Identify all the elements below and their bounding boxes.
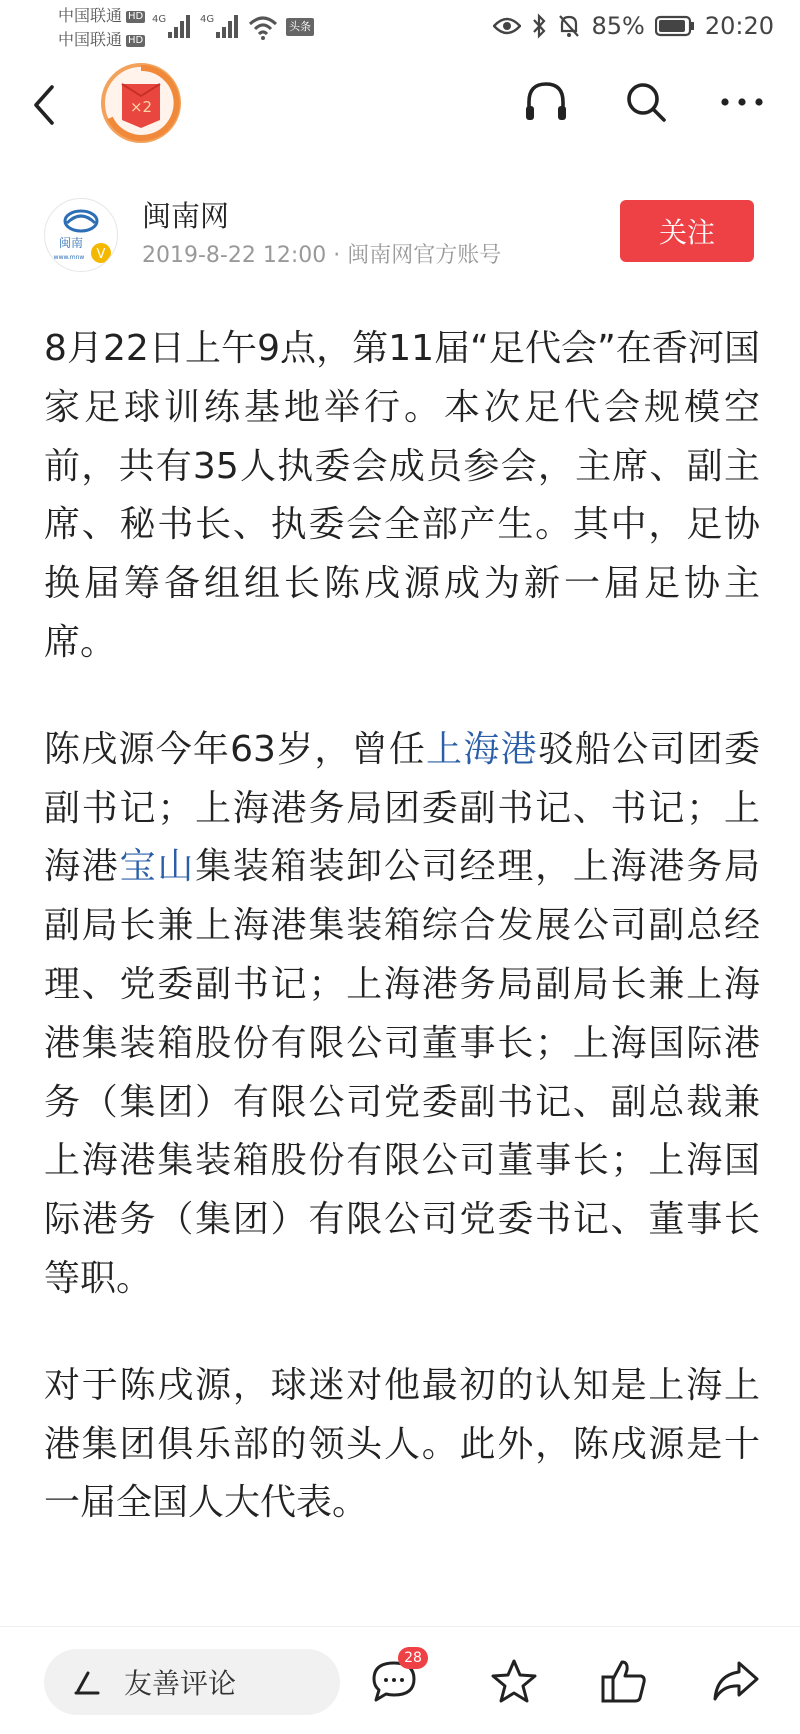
hd-badge-1: HD <box>128 10 144 22</box>
favorite-button[interactable] <box>486 1653 542 1709</box>
signal-icon-1 <box>152 12 192 40</box>
author-name[interactable]: 闽南网 <box>142 199 230 233</box>
avatar-url-text: www.mnw <box>53 254 85 261</box>
battery-percentage: 85% <box>591 12 645 40</box>
minnanwang-logo-icon <box>45 199 117 271</box>
signal-indicators <box>152 10 314 40</box>
carrier-label-2: 中国联通 HD <box>58 30 144 49</box>
back-button[interactable] <box>26 80 62 130</box>
comments-button[interactable] <box>366 1650 422 1709</box>
back-icon <box>32 84 56 126</box>
headphones-icon <box>523 80 569 124</box>
red-envelope-icon <box>100 62 182 144</box>
like-icon <box>600 1658 648 1704</box>
toutiao-notification-icon: 头条 <box>286 18 314 36</box>
star-icon <box>490 1658 538 1704</box>
search-icon <box>624 80 668 124</box>
article-body <box>44 320 760 1581</box>
carrier-label-1: 中国联通 HD <box>58 6 144 25</box>
more-icon <box>720 97 764 107</box>
search-button[interactable] <box>620 76 672 128</box>
battery-icon <box>655 15 695 37</box>
paragraph-2-text-a: 陈戌源今年63岁，曾任 <box>44 728 427 770</box>
more-button[interactable] <box>716 76 768 128</box>
verified-mark: V <box>96 247 106 262</box>
paragraph-2-text-b: 驳船公司团委副书记；上海港务局团委副书记、书记；上海港 <box>44 728 760 888</box>
reward-badge-button[interactable] <box>100 62 182 144</box>
network-type-1: 4G <box>152 14 167 25</box>
author-row <box>0 190 800 280</box>
like-button[interactable] <box>596 1653 652 1709</box>
comment-input[interactable] <box>44 1649 340 1715</box>
status-bar <box>0 0 800 56</box>
link-baoshan[interactable]: 宝山 <box>119 846 196 888</box>
listen-button[interactable] <box>520 76 572 128</box>
comment-placeholder: 友善评论 <box>124 1667 237 1700</box>
share-button[interactable] <box>708 1653 764 1709</box>
bottom-action-bar <box>0 1626 800 1734</box>
bluetooth-icon <box>531 13 547 39</box>
signal-icon-2 <box>200 12 240 40</box>
eye-icon <box>493 16 521 36</box>
wifi-icon <box>248 14 278 40</box>
app-header <box>0 56 800 152</box>
status-clock: 20:20 <box>704 12 774 40</box>
hd-badge-2: HD <box>128 34 144 46</box>
pen-icon <box>72 1667 102 1697</box>
follow-button[interactable]: 关注 <box>620 200 754 262</box>
avatar-brand-text: 闽南 <box>58 236 84 250</box>
article-paragraph-1: 8月22日上午9点，第11届“足代会”在香河国家足球训练基地举行。本次足代会规模空前，共有35人执委会成员参会，主席、副主席、秘书长、执委会全部产生。其中，足协换届筹备组组长陈戌源成为新一届足协主席。 <box>44 328 760 663</box>
network-type-2: 4G <box>200 14 215 25</box>
status-right <box>493 8 774 44</box>
mute-bell-icon <box>557 13 581 39</box>
link-shanghai-port[interactable]: 上海港 <box>426 728 538 770</box>
share-icon <box>711 1659 761 1703</box>
publish-meta: 2019-8-22 12:00 · 闽南网官方账号 <box>142 243 502 268</box>
article-paragraph-3: 对于陈戌源，球迷对他最初的认知是上海上港集团俱乐部的领头人。此外，陈戌源是十一届全国人大代表。 <box>44 1364 760 1524</box>
reward-multiplier: ×2 <box>129 98 153 116</box>
comment-count-badge: 28 <box>398 1647 428 1669</box>
author-avatar[interactable] <box>44 198 118 272</box>
paragraph-2-text-c: 集装箱装卸公司经理，上海港务局副局长兼上海港集装箱综合发展公司副总经理、党委副书记；上海港务局副局长兼上海港集装箱股份有限公司董事长；上海国际港务（集团）有限公司党委副书记、副总裁兼上海港集装箱股份有限公司董事长；上海国际港务（集团）有限公司党委书记、董事长等职。 <box>44 846 760 1299</box>
article-paragraph-2 <box>44 721 760 1309</box>
